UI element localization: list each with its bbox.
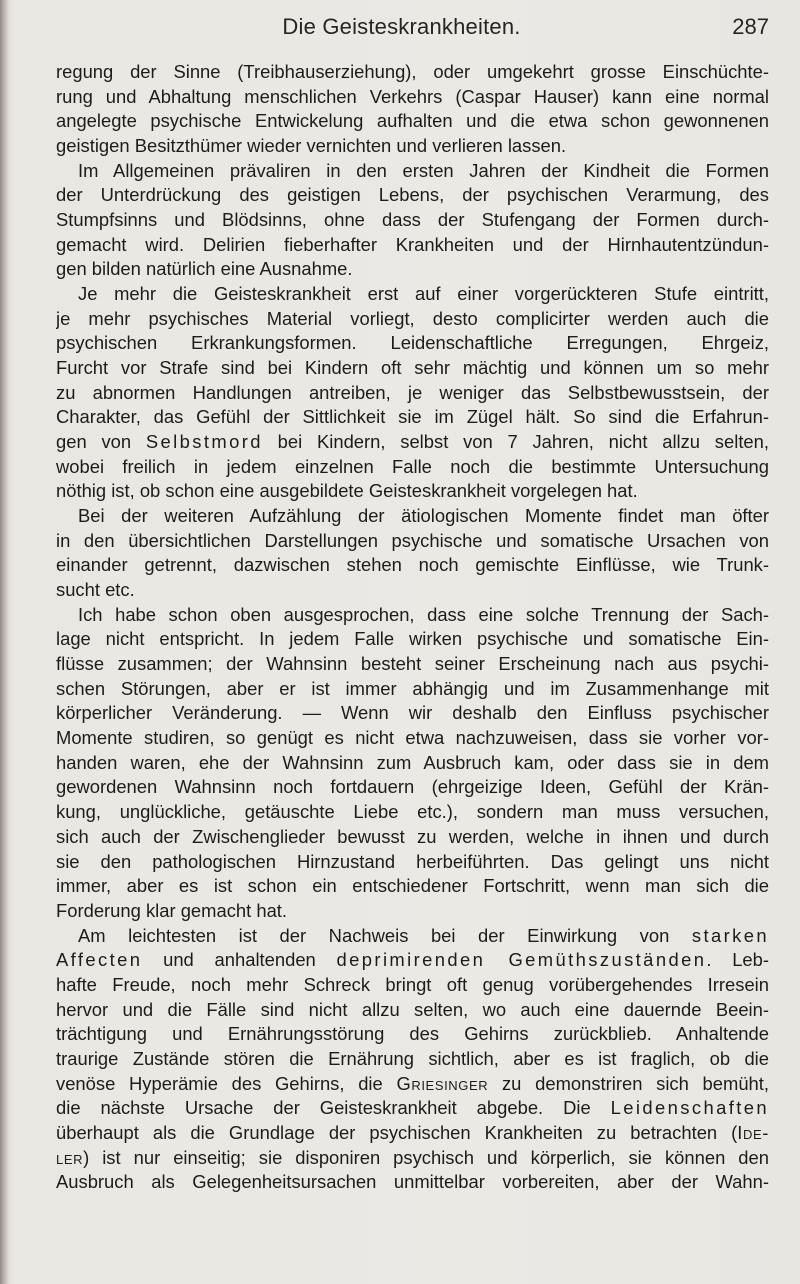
text-line: Momente studiren, so genügt es nicht etwa nachzuweisen, dass sie vorher vor- (56, 727, 769, 749)
text-line: geistigen Besitzthümer wieder vernichten und verlieren lassen. (56, 135, 567, 157)
text-line: gewordenen Wahnsinn noch fortdauern (ehrgeizige Ideen, Gefühl der Krän- (56, 776, 769, 798)
text-line: Je mehr die Geisteskrankheit erst auf einer vorgerückteren Stufe eintritt, (78, 283, 769, 305)
text-line: in den übersichtlichen Darstellungen psychische und somatische Ursachen von (56, 529, 769, 551)
text-line: sucht etc. (56, 579, 135, 601)
text-line: ler) ist nur einseitig; sie disponiren psychisch und körperlich, sie können den (56, 1146, 769, 1168)
author-name-smallcaps: ler (56, 1146, 84, 1168)
text-line: lage nicht entspricht. In jedem Falle wirken psychische und somatische Ein- (56, 628, 769, 650)
text-line: wobei freilich in jedem einzelnen Falle noch die bestimmte Untersuchung (56, 455, 769, 477)
text-line: gen von Selbstmord bei Kindern, selbst von 7 Jahren, nicht allzu selten, (56, 431, 769, 453)
text-line: trächtigung und Ernährungsstörung des Gehirns zurückblieb. Anhaltende (56, 1023, 769, 1045)
text-line: Stumpfsinns und Blödsinns, ohne dass der Stufengang der Formen durch- (56, 209, 769, 231)
page-number: 287 (732, 14, 769, 39)
text-line: nöthig ist, ob schon eine ausgebildete Geisteskrankheit vorgelegen hat. (56, 480, 638, 502)
text-line: hafte Freude, noch mehr Schreck bringt oft genug vorübergehendes Irresein (56, 973, 769, 995)
emphasis-spaced: starken (691, 924, 769, 946)
text-line: Ausbruch als Gelegenheitsursachen unmittelbar vorbereiten, aber der Wahn- (56, 1171, 769, 1193)
binding-shadow (0, 0, 9, 1284)
text-line: Im Allgemeinen prävaliren in den ersten Jahren der Kindheit die Formen (78, 159, 769, 181)
author-name-smallcaps: Ide- (737, 1121, 769, 1143)
text-line: sich auch der Zwischenglieder bewusst zu werden, welche in ihnen und durch (56, 825, 769, 847)
text-line: sie den pathologischen Hirnzustand herbeiführten. Das gelingt uns nicht (56, 850, 769, 872)
text-line: traurige Zustände stören die Ernährung sichtlich, aber es ist fraglich, ob die (56, 1047, 769, 1069)
text-line: gemacht wird. Delirien fieberhafter Krankheiten und der Hirnhautentzündun- (56, 233, 769, 255)
text-line: Affecten und anhaltenden deprimirenden Gemüthszuständen. Leb- (56, 949, 769, 971)
emphasis-spaced: Leidenschaften (610, 1097, 769, 1119)
text-line: je mehr psychisches Material vorliegt, desto complicirter werden auch die (56, 307, 769, 329)
text-line: regung der Sinne (Treibhauserziehung), oder umgekehrt grosse Einschüchte- (56, 61, 769, 82)
text-line: Forderung klar gemacht hat. (56, 899, 288, 921)
text-line: flüsse zusammen; der Wahnsinn besteht seiner Erscheinung nach aus psychi- (56, 653, 769, 675)
text-line: gen bilden natürlich eine Ausnahme. (56, 258, 353, 280)
text-line: immer, aber es ist schon ein entschiedener Fortschritt, wenn man sich die (56, 875, 769, 897)
page-header (34, 14, 769, 44)
text-line: schen Störungen, aber er ist immer abhängig und im Zusammenhange mit (56, 677, 769, 699)
author-name-smallcaps: Griesinger (396, 1072, 489, 1094)
text-line: kung, unglückliche, getäuschte Liebe etc.), sondern man muss versuchen, (56, 801, 769, 823)
emphasis-spaced: deprimirenden Gemüthszuständen (336, 949, 707, 971)
text-line: körperlicher Veränderung. — Wenn wir deshalb den Einfluss psychischer (56, 702, 769, 724)
text-line: angelegte psychische Entwickelung aufhalten und die etwa schon gewonnenen (56, 110, 769, 132)
text-line: Am leichtesten ist der Nachweis bei der Einwirkung von starken (78, 924, 769, 946)
emphasis-spaced: Affecten (56, 949, 143, 971)
text-line: die nächste Ursache der Geisteskrankheit abgebe. Die Leidenschaften (56, 1097, 769, 1119)
text-line: einander getrennt, dazwischen stehen noch gemischte Einflüsse, wie Trunk- (56, 554, 769, 576)
body-text (56, 60, 769, 1195)
text-line: Ich habe schon oben ausgesprochen, dass eine solche Trennung der Sach- (78, 603, 769, 625)
text-line: handen waren, ehe der Wahnsinn zum Ausbruch kam, oder dass sie in dem (56, 751, 769, 773)
running-title: Die Geisteskrankheiten. (282, 14, 521, 39)
text-line: rung und Abhaltung menschlichen Verkehrs (Caspar Hauser) kann eine normal (56, 85, 769, 107)
emphasis-spaced: Selbstmord (145, 431, 263, 453)
text-line: Furcht vor Strafe sind bei Kindern oft sehr mächtig und können um so mehr (56, 357, 769, 379)
text-line: venöse Hyperämie des Gehirns, die Griesinger zu demonstriren sich bemüht, (56, 1072, 769, 1094)
text-line: hervor und die Fälle sind nicht allzu selten, wo auch eine dauernde Beein- (56, 998, 769, 1020)
text-line: überhaupt als die Grundlage der psychischen Krankheiten zu betrachten (Ide- (56, 1121, 769, 1143)
text-line: zu abnormen Handlungen antreiben, je weniger das Selbstbewusstsein, der (56, 381, 769, 403)
text-line: psychischen Erkrankungsformen. Leidenschaftliche Erregungen, Ehrgeiz, (56, 332, 769, 354)
text-line: der Unterdrückung des geistigen Lebens, der psychischen Verarmung, des (56, 184, 769, 206)
text-line: Charakter, das Gefühl der Sittlichkeit sie im Zügel hält. So sind die Erfahrun- (56, 406, 769, 428)
text-line: Bei der weiteren Aufzählung der ätiologischen Momente findet man öfter (78, 505, 769, 527)
